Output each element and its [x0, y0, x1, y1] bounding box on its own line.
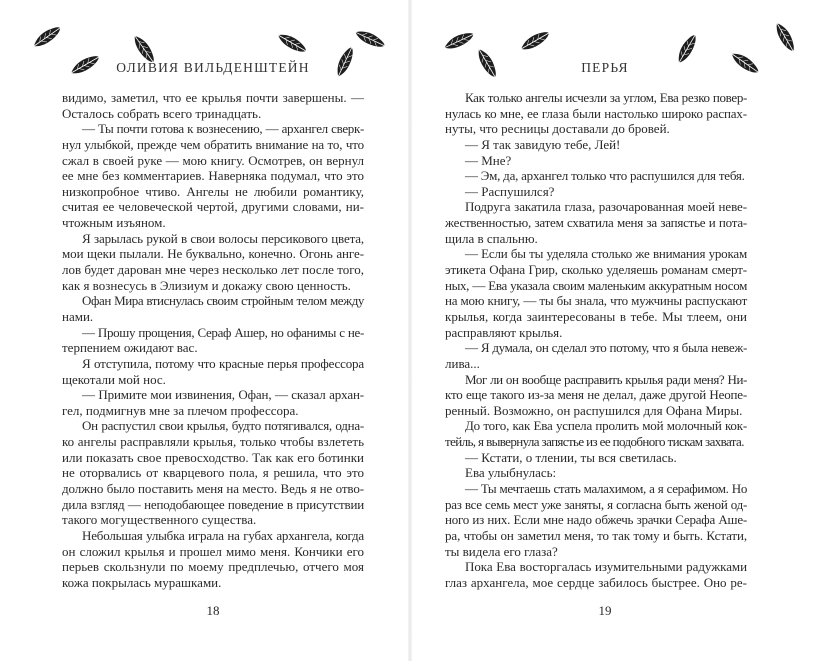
text-line: Осталось собрать всего тринадцать. [62, 105, 262, 121]
text-line: — Кстати, о тлении, ты вся светилась. [465, 449, 677, 465]
text-line: ко ангелы расправляли крылья, только чтобы взлететь [62, 434, 364, 450]
text-line: тейль, я вывернула запястье из ее подобного тискам захвата. [445, 434, 744, 450]
text-line: ра, чтобы он заметил меня, то так тому и быть. Кстати, [445, 527, 747, 543]
text-line: или показать свое превосходство. Так как его ботинки [62, 449, 364, 465]
running-head-author: ОЛИВИЯ ВИЛЬДЕНШТЕЙН [116, 60, 310, 75]
text-line: ного из них. Если мне надо обжечь зрачки Серафа Аше- [445, 512, 747, 528]
text-line: Я зарылась рукой в свои волосы персикового цвета, [82, 230, 364, 246]
text-line: Ева улыбнулась: [465, 465, 557, 481]
text-line: лов будет дарован мне через несколько лет после того, [62, 262, 364, 278]
text-line: нулась ко мне, ее глаза были настолько широко распах- [445, 105, 747, 121]
text-line: низкопробное чтиво. Ангелы не любили романтику, [62, 183, 364, 199]
text-line: — Я думала, он сделал это потому, что я была невеж- [465, 340, 747, 356]
text-line: — Эм, да, архангел только что распушился для тебя. [465, 168, 745, 184]
text-line: считая ее человеческой чертой, другими словами, ни- [62, 199, 364, 215]
text-line: видимо, заметил, что ее крылья почти завершены. — [62, 90, 364, 105]
text-line: Подруга закатила глаза, разочарованная моей неве- [465, 199, 747, 215]
text-line: нул улыбкой, прежде чем обратить внимание на то, что [62, 136, 364, 152]
text-line: такого могущественного существа. [62, 512, 257, 528]
text-line: Как только ангелы исчезли за углом, Ева резко повер- [465, 90, 747, 105]
text-line: расправляют крылья. [445, 324, 563, 340]
page-text-left [62, 90, 364, 591]
text-line: Я отступила, потому что красные перья профессора [82, 355, 364, 371]
page-text-right [445, 90, 747, 591]
text-line: нами. [62, 308, 94, 324]
text-line: терпением ожидают вас. [62, 340, 198, 356]
text-line: этикета Офана Грир, сколько уделяешь романам смерт- [445, 262, 747, 278]
text-line: ренный. Возможно, он распушился для Офана Миры. [445, 402, 743, 418]
text-line: — Ты мечтаешь стать малахимом, а я серафимом. Но [465, 481, 747, 497]
text-line: мои щеки пылали. Не буквально, конечно. Огонь анге- [62, 246, 364, 262]
text-line: кожа покрылась мурашками. [62, 574, 222, 590]
running-head-title: ПЕРЬЯ [581, 60, 629, 75]
text-line: — Распушился? [465, 183, 555, 199]
text-line: нуты, что ресницы доставали до бровей. [445, 121, 670, 137]
text-line: лива... [445, 355, 480, 371]
text-line: он сложил крылья и прошел мимо меня. Кончики его [62, 543, 364, 559]
text-line: щила в спальню. [445, 230, 538, 246]
text-line: — Примите мои извинения, Офан, — сказал архан- [82, 387, 364, 403]
text-line: — Мне? [465, 152, 512, 168]
text-line: — Я так завидую тебе, Лей! [465, 136, 621, 152]
text-line: ее мне без комментариев. Наверняка подумал, что это [62, 168, 364, 184]
text-line: жественностью, затем схватила меня за запястье и пота- [445, 215, 747, 231]
right-page [410, 0, 820, 661]
text-line: — Ты почти готова к вознесению, — архангел сверк- [82, 121, 364, 137]
text-line: гел, подмигнув мне за плечом профессора. [62, 402, 299, 418]
page-number-right: 19 [598, 603, 612, 618]
text-line: ты видела его глаза? [445, 543, 558, 559]
text-line: До того, как Ева успела пролить мой молочный кок- [465, 418, 747, 434]
text-line: чтожным изъяном. [62, 215, 166, 231]
text-line: кто еще такого из-за меня не делал, даже другой Неопе- [445, 387, 747, 403]
text-line: на мою книгу, — ты бы знала, что мужчины распускают [445, 293, 747, 309]
text-line: ных, — Ева указала своим маленьким аккуратным носом [445, 277, 747, 293]
text-line: — Если бы ты уделяла столько же внимания урокам [465, 246, 747, 262]
text-line: Пока Ева восторгалась изумительными радужками [465, 559, 747, 575]
text-line: перьев скользнули по моему предплечью, отчего моя [62, 559, 364, 575]
text-line: щекотали мой нос. [62, 371, 166, 387]
text-line: Мог ли он вообще расправить крылья ради меня? Ни- [465, 371, 747, 387]
text-line: крылья, когда заинтересованы в тебе. Мы тлеем, они [445, 308, 747, 324]
text-line: глаз архангела, мое сердце забилось быстрее. Оно ре- [445, 574, 747, 590]
text-line: как я вознесусь в Элизиум и докажу свою ценность. [62, 277, 351, 293]
text-line: — Прошу прощения, Сераф Ашер, но офанимы с не- [82, 324, 364, 340]
text-line: Он распустил свои крылья, будто потягивался, одна- [82, 418, 364, 434]
text-line: Небольшая улыбка играла на губах архангела, когда [82, 527, 364, 543]
text-line: не оторвались от кварцевого пола, я решила, что это [62, 465, 364, 481]
text-line: раз все семь мест уже заняты, я согласна быть женой од- [445, 496, 747, 512]
text-line: сжал в своей руке — мою книгу. Осмотрев, он вернул [62, 152, 364, 168]
text-line: дила взгляд — неподобающее поведение в присутствии [62, 496, 364, 512]
text-line: Офан Мира втиснулась своим стройным телом между [82, 293, 364, 309]
text-line: должно было поставить меня на место. Ведь я не отво- [62, 481, 364, 497]
page-number-left: 18 [206, 603, 220, 618]
